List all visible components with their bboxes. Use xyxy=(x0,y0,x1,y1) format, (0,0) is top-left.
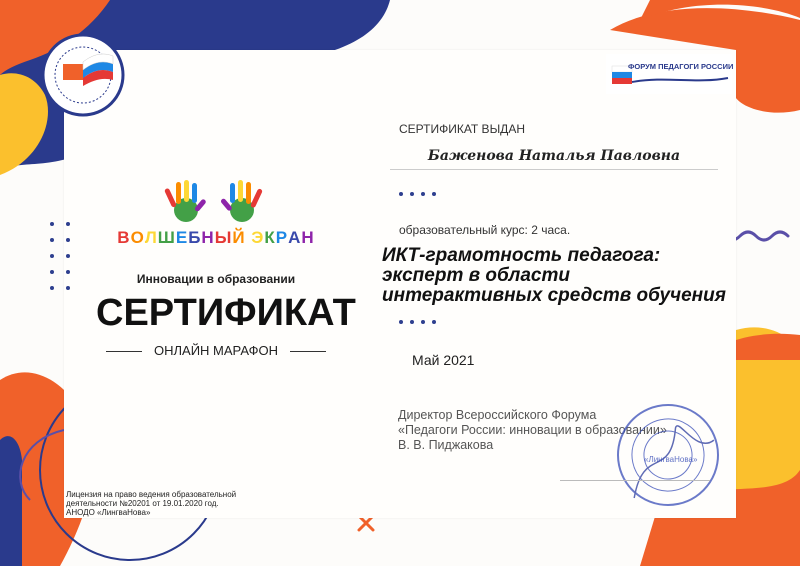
brand-letter: Н xyxy=(201,228,215,247)
director-line: В. В. Пиджакова xyxy=(398,438,494,452)
lingva-nova-logo xyxy=(38,30,128,120)
course-title-line: эксперт в области xyxy=(382,265,570,286)
director-line: Директор Всероссийского Форума xyxy=(398,408,597,422)
director-line: «Педагоги России: инновации в образовании» xyxy=(398,423,667,437)
brand-letter: Й xyxy=(232,228,246,247)
course-line: образовательный курс: 2 часа. xyxy=(399,223,571,237)
brand-letter: О xyxy=(130,228,145,247)
brand-letter: Р xyxy=(275,228,289,247)
marathon-label: ОНЛАЙН МАРАФОН xyxy=(154,343,278,358)
brand-letter: Е xyxy=(175,228,189,247)
dot-grid xyxy=(50,222,80,302)
dot-row xyxy=(399,192,439,198)
forum-logo-text: ФОРУМ ПЕДАГОГИ РОССИИ xyxy=(628,62,734,71)
license-line: АНОДО «ЛингваНова» xyxy=(66,508,151,517)
brand-letter: Ы xyxy=(214,228,233,247)
brand-title xyxy=(96,228,336,248)
course-title xyxy=(382,246,742,306)
brand-letter: Б xyxy=(188,228,202,247)
brand-letter: К xyxy=(264,228,276,247)
certificate-title: СЕРТИФИКАТ xyxy=(96,292,356,334)
course-title-line: интерактивных средств обучения xyxy=(382,285,726,306)
issued-label: СЕРТИФИКАТ ВЫДАН xyxy=(399,122,525,136)
forum-logo xyxy=(606,54,732,94)
stamp-center-text: «ЛингваНова» xyxy=(644,455,698,464)
issue-date: Май 2021 xyxy=(412,352,475,368)
license-line: деятельности №20201 от 19.01.2020 год. xyxy=(66,499,219,508)
license-note xyxy=(66,490,266,517)
brand-letter: В xyxy=(117,228,131,247)
brand-letter: Э xyxy=(251,228,265,247)
painted-hands-icon xyxy=(160,180,270,228)
dot-row xyxy=(399,320,439,326)
brand-letter: Ш xyxy=(157,228,176,247)
brand-letter: Н xyxy=(301,228,315,247)
license-line: Лицензия на право ведения образовательной xyxy=(66,490,237,499)
brand-letter: А xyxy=(288,228,302,247)
name-underline xyxy=(390,169,718,170)
course-title-line: ИКТ-грамотность педагога: xyxy=(382,245,661,266)
subtitle: Инновации в образовании xyxy=(136,272,296,286)
recipient-name: Баженова Наталья Павловна xyxy=(427,148,681,164)
signature-line xyxy=(560,480,710,481)
brand-letter: Л xyxy=(144,228,158,247)
official-stamp xyxy=(596,400,736,510)
